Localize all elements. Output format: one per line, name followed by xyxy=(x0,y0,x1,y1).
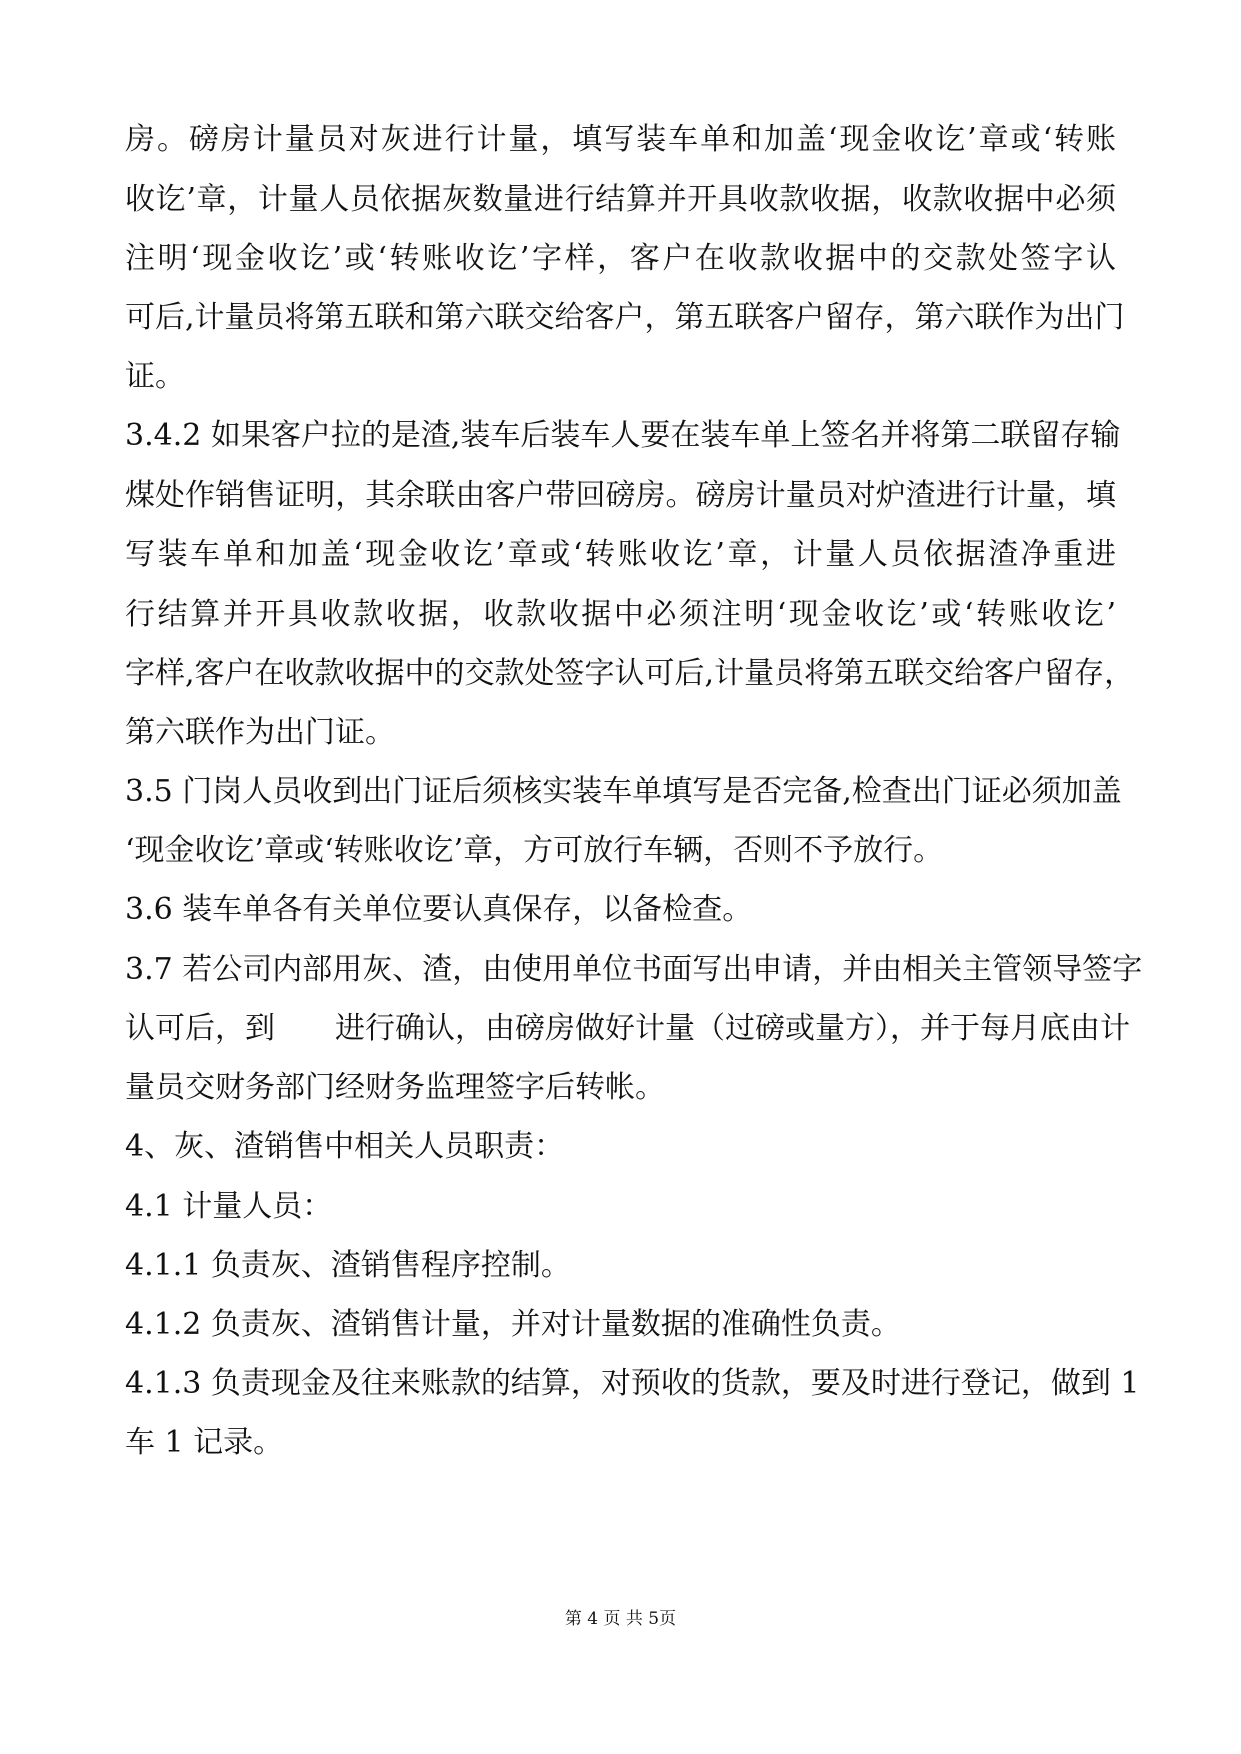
body-line: 可后,计量员将第五联和第六联交给客户，第五联客户留存，第六联作为出门 xyxy=(125,300,1125,335)
body-line: 字样,客户在收款收据中的交款处签字认可后,计量员将第五联交给客户留存， xyxy=(125,656,1135,691)
body-line: 注明‘现金收讫’或‘转账收讫’字样，客户在收款收据中的交款处签字认 xyxy=(125,241,1116,276)
subsection-heading: 4.1 计量人员： xyxy=(125,1189,333,1224)
section-heading: 4、灰、渣销售中相关人员职责： xyxy=(125,1129,565,1164)
body-line: 3.5 门岗人员收到出门证后须核实装车单填写是否完备,检查出门证必须加盖 xyxy=(125,774,1122,809)
body-line: 写装车单和加盖‘现金收讫’章或‘转账收讫’章，计量人员依据渣净重进 xyxy=(125,537,1116,572)
body-line: 3.7 若公司内部用灰、渣，由使用单位书面写出申请，并由相关主管领导签字 xyxy=(125,952,1143,987)
body-line: 3.6 装车单各有关单位要认真保存，以备检查。 xyxy=(125,892,753,927)
body-line: 行结算并开具收款收据，收款收据中必须注明‘现金收讫’或‘转账收讫’ xyxy=(125,597,1116,632)
body-line: 4.1.2 负责灰、渣销售计量，并对计量数据的准确性负责。 xyxy=(125,1307,901,1342)
body-line: 第六联作为出门证。 xyxy=(125,715,395,750)
body-line: 车 1 记录。 xyxy=(125,1425,284,1460)
body-line: 认可后，到 进行确认，由磅房做好计量（过磅或量方），并于每月底由计 xyxy=(125,1011,1130,1046)
body-line: ‘现金收讫’章或‘转账收讫’章，方可放行车辆，否则不予放行。 xyxy=(125,833,944,868)
body-line: 3.4.2 如果客户拉的是渣,装车后装车人要在装车单上签名并将第二联留存输 xyxy=(125,418,1121,453)
body-line: 4.1.1 负责灰、渣销售程序控制。 xyxy=(125,1248,571,1283)
body-line: 收讫’章，计量人员依据灰数量进行结算并开具收款收据，收款收据中必须 xyxy=(125,182,1116,217)
body-line: 4.1.3 负责现金及往来账款的结算，对预收的货款，要及时进行登记，做到 1 xyxy=(125,1366,1140,1401)
body-line: 量员交财务部门经财务监理签字后转帐。 xyxy=(125,1070,665,1105)
page-number-footer: 第 4 页 共 5页 xyxy=(564,1609,677,1629)
body-line: 房。磅房计量员对灰进行计量，填写装车单和加盖‘现金收讫’章或‘转账 xyxy=(125,122,1116,157)
body-line: 煤处作销售证明，其余联由客户带回磅房。磅房计量员对炉渣进行计量，填 xyxy=(125,478,1116,513)
body-line: 证。 xyxy=(125,359,185,394)
